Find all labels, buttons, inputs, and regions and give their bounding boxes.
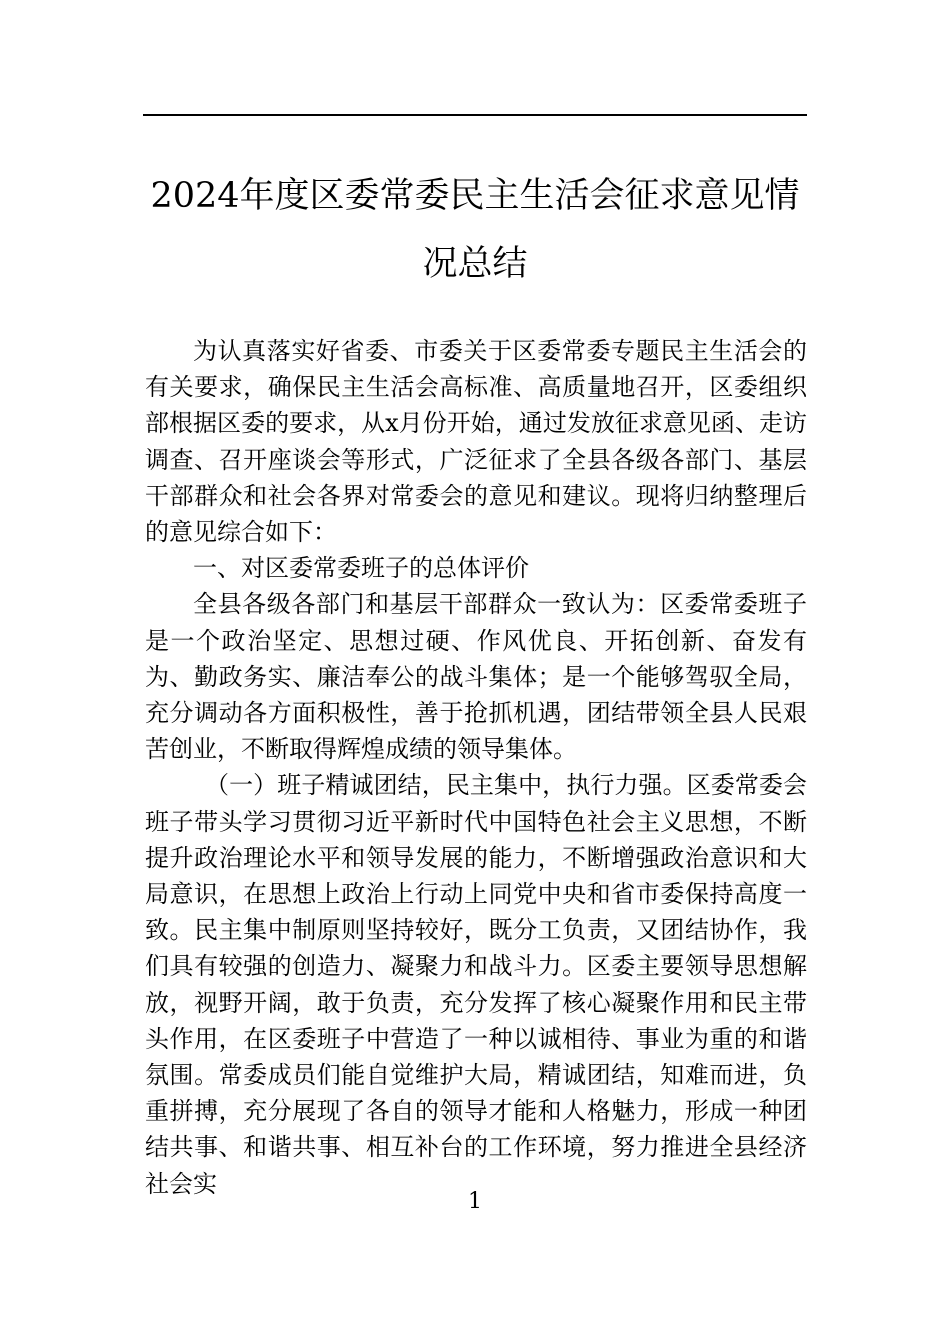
page-number: 1 [468, 1189, 482, 1214]
section-heading: 一、对区委常委班子的总体评价 [193, 554, 529, 583]
subsection-paragraph: （一）班子精诚团结，民主集中，执行力强。区委常委会班子带头学习贯彻习近平新时代中国特色社会主义思想，不断提升政治理论水平和领导发展的能力，不断增强政治意识和大局意识，在思想上政治上行动上同党中央和省市委保持高度一致。民主集中制原则坚持较好，既分工负责，又团结协作，我们具有较强的创造力、凝聚力和战斗力。区委主要领导思想解放，视野开阔，敢于负责，充分发挥了核心凝聚作用和民主带头作用，在区委班子中营造了一种以诚相待、事业为重的和谐氛围。常委成员们能自觉维护大局，精诚团结，知难而进，负重拼搏，充分展现了各自的领导才能和人格魅力，形成一种团结共事、和谐共事、相互补台的工作环境，努力推进全县经济社会实 [145, 771, 807, 1198]
intro-paragraph: 为认真落实好省委、市委关于区委常委专题民主生活会的有关要求，确保民主生活会高标准、高质量地召开，区委组织部根据区委的要求，从x月份开始，通过发放征求意见函、走访调查、召开座谈会等形式，广泛征求了全县各级各部门、基层干部群众和社会各界对常委会的意见和建议。现将归纳整理后的意见综合如下： [145, 337, 807, 547]
header-rule [143, 114, 807, 116]
document-body [145, 333, 807, 1202]
evaluation-paragraph: 全县各级各部门和基层干部群众一致认为：区委常委班子是一个政治坚定、思想过硬、作风优良、开拓创新、奋发有为、勤政务实、廉洁奉公的战斗集体；是一个能够驾驭全局，充分调动各方面积极性，善于抢抓机遇，团结带领全县人民艰苦创业，不断取得辉煌成绩的领导集体。 [145, 590, 807, 764]
document-title: 2024年度区委常委民主生活会征求意见情况总结 [150, 176, 800, 284]
